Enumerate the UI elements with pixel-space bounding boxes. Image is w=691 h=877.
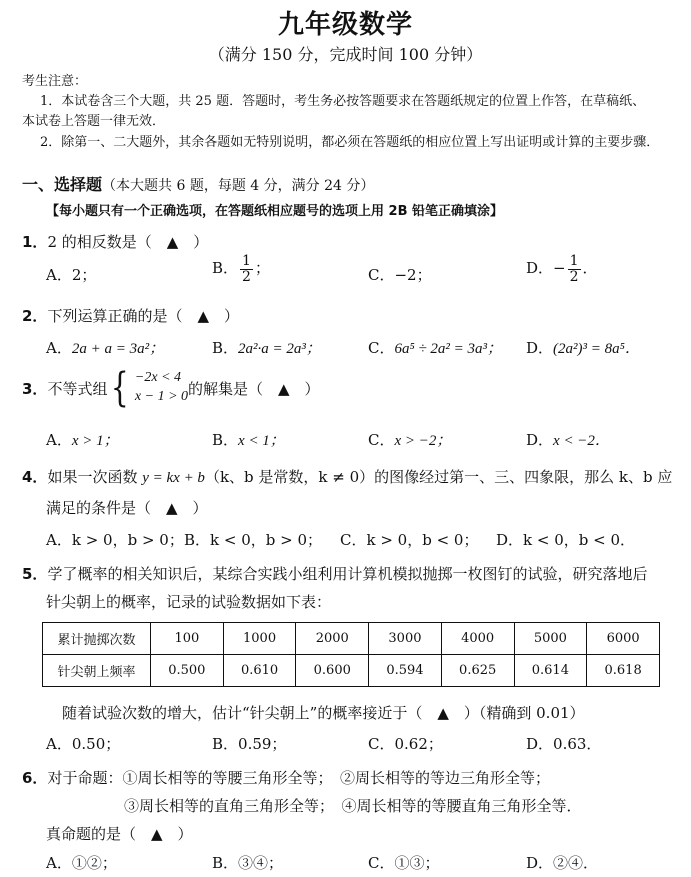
table-cell: 0.614 [514,655,587,687]
q2-option-a [46,337,164,358]
table-cell: 4000 [441,623,514,655]
option-label: A． [46,431,72,449]
question-6-line-1 [22,767,550,788]
table-cell: 6000 [587,623,660,655]
table-header-cell: 累计抛掷次数 [43,623,151,655]
option-math: (2a²)³ = 8a⁵． [553,341,640,357]
function-expression: y = kx + b [142,470,205,486]
question-text: 学了概率的相关知识后，某综合实践小组利用计算机模拟抛掷一枚图钉的试验，研究落地后 [47,565,648,583]
question-4-line-2: 满足的条件是（ ▲ ） [46,499,208,517]
table-header-cell: 针尖朝上频率 [43,655,151,687]
option-math: 2a + a = 3a²； [71,341,165,357]
minus-sign: − [553,259,566,278]
question-number: 3． [22,379,48,398]
option-math: x < 1； [238,433,285,449]
denominator: 2 [242,268,251,285]
question-number: 2． [22,307,48,325]
numerator: 1 [242,253,251,269]
table-cell: 0.610 [223,655,296,687]
option-label: A． [46,339,72,357]
option-tail: ； [254,259,270,278]
table-cell: 100 [151,623,224,655]
table-cell: 5000 [514,623,587,655]
question-number: 6． [22,769,48,787]
question-text: 下列运算正确的是（ ▲ ） [47,307,239,325]
section-title: 一、选择题 [22,175,103,194]
question-text: 2 的相反数是（ ▲ ） [47,233,209,251]
question-text-pre: 不等式组 [47,379,108,398]
question-number: 5． [22,565,48,583]
notice-line-1: 1．本试卷含三个大题，共 25 题．答题时，考生务必按答题要求在答题纸规定的位置上作答，在草稿纸、 [40,94,646,109]
option-label: C． [368,339,395,357]
option-math: x > 1； [71,433,119,449]
option-label: B． [212,259,239,278]
q6-option-d: D．②④． [526,854,599,872]
inequality-1: −2x < 4 [134,370,182,386]
option-label: D． [526,339,554,357]
q1-option-a: A．2； [46,266,97,284]
q5-option-d: D．0.63． [526,735,602,753]
q2-option-d [526,337,640,358]
q2-option-c [368,337,502,358]
question-number: 1． [22,233,48,251]
question-5-line-1 [22,563,647,584]
q1-option-c: C．−2； [368,266,432,284]
option-label: D． [526,431,554,449]
table-cell: 2000 [296,623,369,655]
inequality-2: x − 1 > 0 [134,389,189,404]
question-3 [22,365,320,411]
q2-option-b [212,337,321,358]
question-6-line-3: 真命题的是（ ▲ ） [46,825,193,843]
section-heading [22,172,374,195]
q3-option-d [526,429,610,450]
data-table [42,622,660,687]
question-6-line-2: ③周长相等的直角三角形全等； ④周长相等的等腰直角三角形全等． [124,797,582,815]
option-label: C． [368,431,395,449]
q4-option-b: B．k < 0，b > 0； [184,531,323,549]
q3-option-a [46,429,119,450]
page-title: 九年级数学 [277,10,413,40]
denominator: 2 [569,268,579,285]
question-1 [22,231,208,252]
q5-option-a: A．0.50； [46,735,121,753]
fraction [240,254,253,284]
brace: { [111,365,130,411]
numerator: 1 [569,253,579,269]
question-text: 对于命题：①周长相等的等腰三角形全等； ②周长相等的等边三角形全等； [47,769,550,787]
option-label: D． [526,259,554,278]
option-label: B． [212,431,239,449]
table-cell: 1000 [223,623,296,655]
table-cell: 0.500 [151,655,224,687]
option-math: x > −2； [394,433,452,449]
q4-option-c: C．k > 0，b < 0； [340,531,479,549]
notice-line-1b: 本试卷上答题一律无效． [22,114,166,129]
notice-heading: 考生注意： [22,74,88,89]
table-row [43,623,660,655]
q6-option-a: A．①②； [46,854,117,872]
question-text: 如果一次函数 [47,468,143,486]
q5-option-b: B．0.59； [212,735,287,753]
option-math: 6a⁵ ÷ 2a² = 3a³； [394,341,503,357]
table-cell: 0.594 [369,655,442,687]
fraction [568,254,581,284]
exam-info: （满分 150 分，完成时间 100 分钟） [208,45,483,64]
option-label: B． [212,339,239,357]
question-number: 4． [22,468,48,486]
q4-option-d: D．k < 0，b < 0． [496,531,636,549]
question-5-line-3: 随着试验次数的增大，估计“针尖朝上”的概率接近于（ ▲ ）（精确到 0.01） [62,704,585,722]
q5-option-c: C．0.62； [368,735,443,753]
table-cell: 3000 [369,623,442,655]
table-row [43,655,660,687]
question-5-line-2: 针尖朝上的概率，记录的试验数据如下表： [46,593,332,611]
q6-option-b: B．③④； [212,854,284,872]
notice-line-2: 2．除第一、二大题外，其余各题如无特别说明，都必须在答题纸的相应位置上写出证明或计算的主要步骤． [40,135,660,150]
option-tail: ． [582,259,598,278]
inequality-system [107,365,189,411]
question-4-line-1 [22,466,672,487]
table-cell: 0.618 [587,655,660,687]
question-2 [22,305,239,326]
q6-option-c: C．①③； [368,854,440,872]
option-math: x < −2． [553,433,610,449]
q3-option-c [368,429,451,450]
question-text-post: 的解集是（ ▲ ） [188,379,320,398]
section-instruction: 【每小题只有一个正确选项，在答题纸相应题号的选项上用 2B 铅笔正确填涂】 [46,204,504,219]
q3-option-b [212,429,285,450]
question-text-cont: （k、b 是常数，k ≠ 0）的图像经过第一、三、四象限，那么 k、b 应 [204,468,673,486]
q4-option-a: A．k > 0，b > 0； [46,531,184,549]
option-math: 2a²·a = 2a³； [238,341,321,357]
q1-option-b [212,254,270,284]
table-cell: 0.625 [441,655,514,687]
q1-option-d [526,254,598,284]
table-cell: 0.600 [296,655,369,687]
section-detail: （本大题共 6 题，每题 4 分，满分 24 分） [102,178,375,194]
